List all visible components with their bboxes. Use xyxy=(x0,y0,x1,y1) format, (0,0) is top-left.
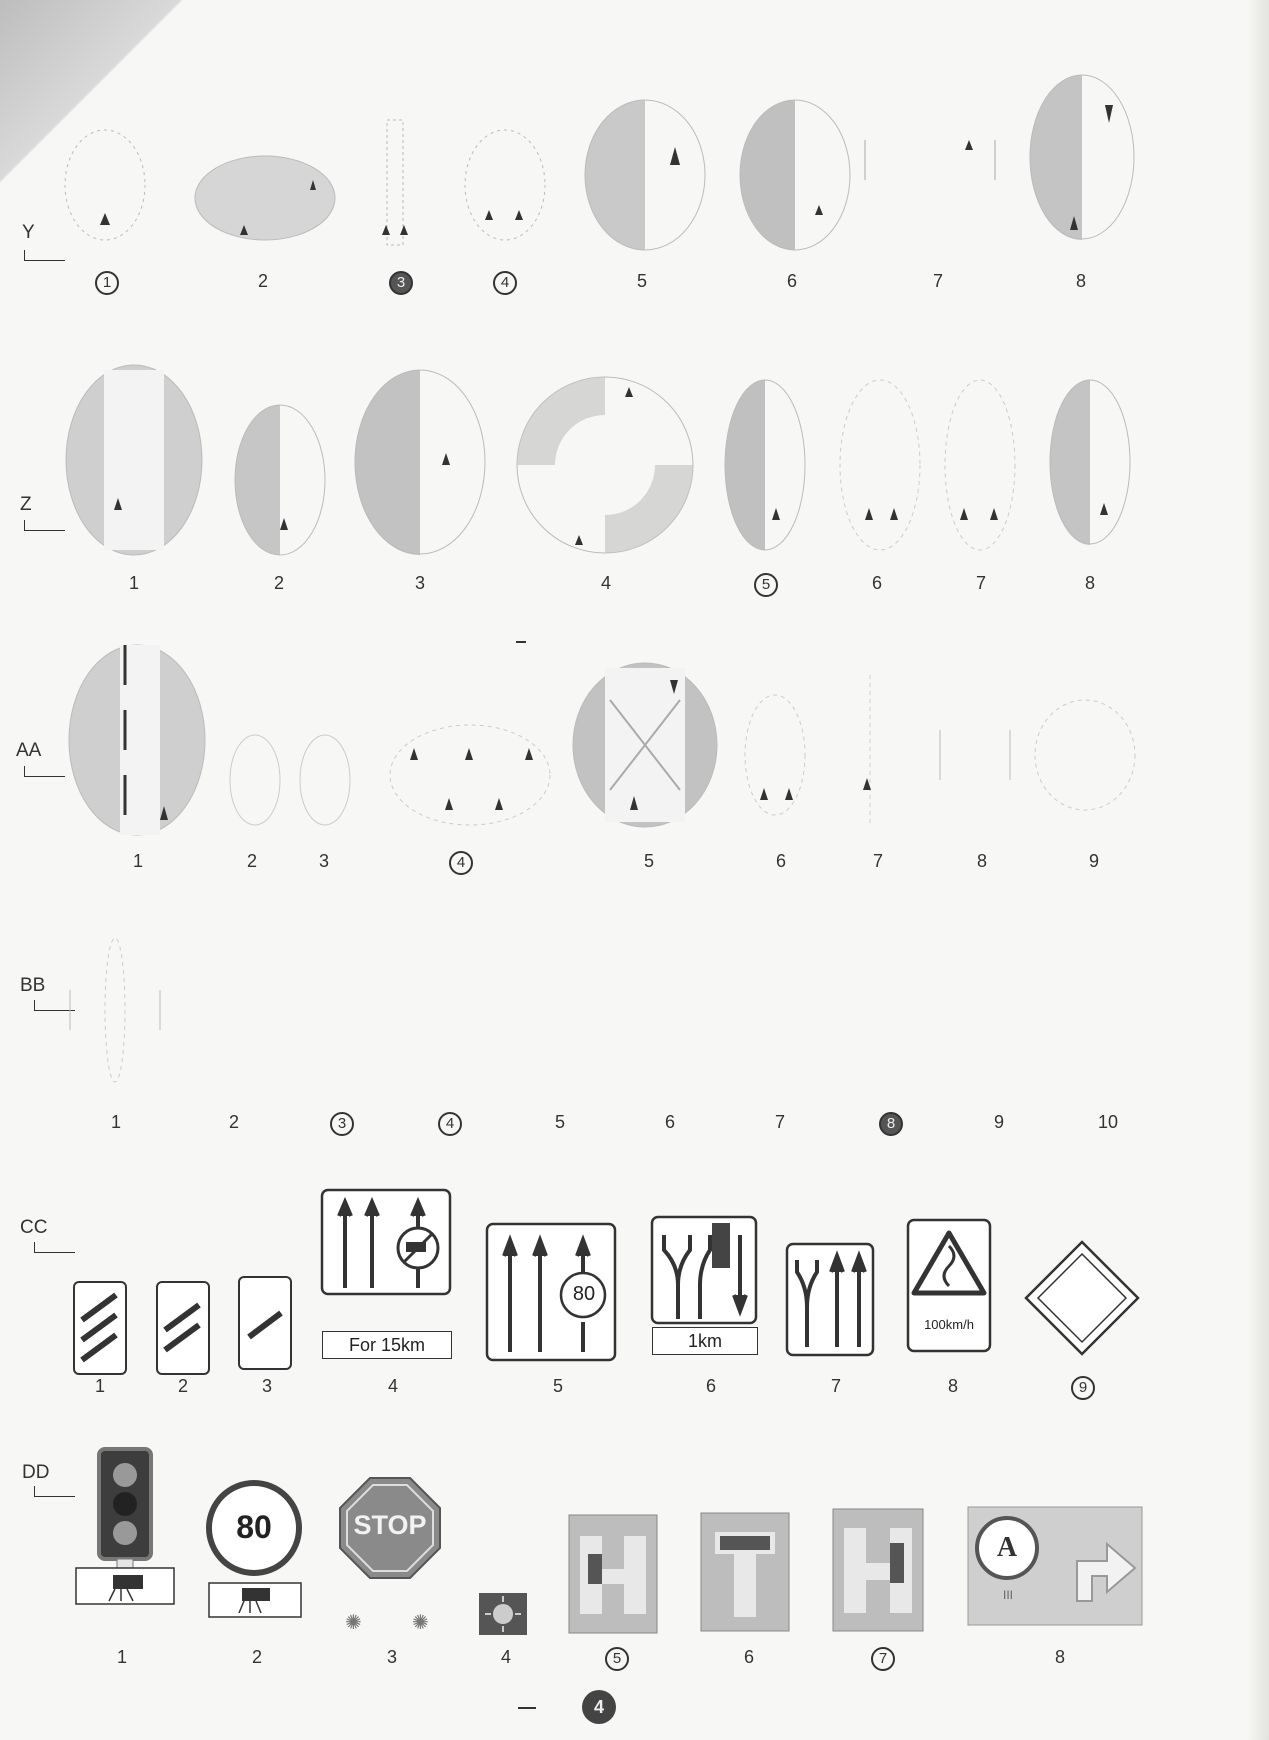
item-number: 6 xyxy=(743,1647,754,1667)
section-bracket xyxy=(34,1486,75,1497)
item-number: 3 xyxy=(389,271,413,295)
item-number: 5 xyxy=(636,271,647,291)
section-bracket xyxy=(24,766,65,777)
diagram-z8 xyxy=(1045,375,1135,550)
item-number: 3 xyxy=(386,1647,397,1667)
stray-mark xyxy=(516,641,526,643)
diagram-z5 xyxy=(720,375,810,555)
sign-dd2-speed-value: 80 xyxy=(236,1509,272,1545)
item-number: 4 xyxy=(449,851,473,875)
item-number: 6 xyxy=(871,573,882,593)
sign-dd8-motorway-direction xyxy=(967,1506,1143,1626)
item-number: 2 xyxy=(257,271,268,291)
section-bracket xyxy=(24,250,65,261)
item-number: 4 xyxy=(600,573,611,593)
diagram-aa7 xyxy=(835,670,905,830)
diagram-y2 xyxy=(190,150,340,245)
item-number: 8 xyxy=(1054,1647,1065,1667)
sign-dd3-stop-text: STOP xyxy=(353,1510,427,1540)
item-number: 8 xyxy=(879,1112,903,1136)
sign-dd7-h-junction xyxy=(832,1508,924,1632)
section-label-aa: AA xyxy=(16,740,42,761)
item-number: 3 xyxy=(261,1376,272,1396)
item-number: 1 xyxy=(116,1647,127,1667)
item-number: 6 xyxy=(705,1376,716,1396)
diagram-aa9 xyxy=(1025,690,1145,820)
item-number: 5 xyxy=(554,1112,565,1132)
sun-icon: ✺ xyxy=(412,1612,429,1634)
diagram-z1 xyxy=(62,360,207,560)
sign-dd6-t-junction xyxy=(700,1512,790,1632)
item-number: 7 xyxy=(871,1647,895,1671)
item-number: 8 xyxy=(1075,271,1086,291)
item-number: 7 xyxy=(830,1376,841,1396)
diagram-y6 xyxy=(735,95,855,255)
item-number: 4 xyxy=(493,271,517,295)
sign-cc8-winding-road xyxy=(906,1218,992,1353)
diagram-bb1 xyxy=(65,930,165,1090)
sign-dd4-flashing-light xyxy=(478,1592,528,1636)
section-bracket xyxy=(34,1242,75,1253)
sign-cc8-speed-text: 100km/h xyxy=(924,1317,974,1332)
item-number: 6 xyxy=(786,271,797,291)
page-number-dash xyxy=(518,1707,536,1709)
item-number: 4 xyxy=(500,1647,511,1667)
item-number: 7 xyxy=(932,271,943,291)
diagram-aa1 xyxy=(65,640,210,840)
diagram-y1 xyxy=(60,125,150,245)
sun-icon: ✺ xyxy=(345,1612,362,1634)
section-bracket xyxy=(24,520,65,531)
sign-dd2-camera-plate xyxy=(208,1582,302,1618)
section-label-cc: CC xyxy=(20,1217,48,1238)
item-number: 3 xyxy=(318,851,329,871)
sign-dd1-camera-plate xyxy=(75,1567,175,1605)
sign-cc6-lane-merge xyxy=(650,1215,758,1325)
diagram-y4 xyxy=(460,115,550,250)
sign-cc2-chevron-marker xyxy=(155,1280,211,1376)
item-number: 2 xyxy=(246,851,257,871)
sign-cc4-lane-truck-restriction xyxy=(320,1188,452,1296)
diagram-y7 xyxy=(855,130,1005,190)
diagram-y8 xyxy=(1025,70,1140,245)
sign-cc5-speed-value: 80 xyxy=(572,1283,596,1305)
sign-dd8-letter: A xyxy=(996,1532,1018,1563)
item-number: 1 xyxy=(132,851,143,871)
item-number: 9 xyxy=(993,1112,1004,1132)
item-number: 9 xyxy=(1071,1376,1095,1400)
section-label-z: Z xyxy=(20,494,32,515)
item-number: 3 xyxy=(414,573,425,593)
item-number: 5 xyxy=(754,573,778,597)
item-number: 1 xyxy=(128,573,139,593)
item-number: 2 xyxy=(177,1376,188,1396)
item-number: 2 xyxy=(251,1647,262,1667)
item-number: 9 xyxy=(1088,851,1099,871)
diagram-z3 xyxy=(350,365,490,560)
item-number: 2 xyxy=(273,573,284,593)
sign-cc4-plate: For 15km xyxy=(322,1331,452,1359)
item-number: 6 xyxy=(775,851,786,871)
sign-cc7-lane-merge xyxy=(785,1242,875,1357)
diagram-z6 xyxy=(835,375,925,555)
item-number: 5 xyxy=(643,851,654,871)
diagram-aa5 xyxy=(570,660,720,830)
item-number: 1 xyxy=(95,271,119,295)
item-number: 3 xyxy=(330,1112,354,1136)
item-number: 1 xyxy=(110,1112,121,1132)
sign-dd8-sub: III xyxy=(1002,1588,1013,1602)
item-number: 5 xyxy=(552,1376,563,1396)
section-label-bb: BB xyxy=(20,975,46,996)
page-number: 4 xyxy=(582,1690,616,1724)
item-number: 6 xyxy=(664,1112,675,1132)
sign-cc9-priority-road xyxy=(1022,1238,1142,1358)
diagram-aa3 xyxy=(295,730,355,830)
item-number: 5 xyxy=(605,1647,629,1671)
item-number: 2 xyxy=(228,1112,239,1132)
item-number: 1 xyxy=(94,1376,105,1396)
item-number: 7 xyxy=(975,573,986,593)
sign-cc1-chevron-marker xyxy=(72,1280,128,1376)
section-label-dd: DD xyxy=(22,1462,50,1483)
section-label-y: Y xyxy=(22,222,35,243)
item-number: 10 xyxy=(1097,1112,1119,1132)
sign-cc6-plate: 1km xyxy=(652,1327,758,1355)
item-number: 8 xyxy=(976,851,987,871)
diagram-aa6 xyxy=(740,690,810,820)
item-number: 4 xyxy=(387,1376,398,1396)
diagram-z2 xyxy=(230,400,330,560)
item-number: 7 xyxy=(774,1112,785,1132)
diagram-y3 xyxy=(370,115,420,250)
sign-cc3-chevron-marker xyxy=(237,1275,293,1371)
item-number: 4 xyxy=(438,1112,462,1136)
diagram-aa4 xyxy=(385,720,555,830)
diagram-z7 xyxy=(940,375,1020,555)
diagram-aa2 xyxy=(225,730,285,830)
diagram-y5 xyxy=(580,95,710,255)
item-number: 8 xyxy=(947,1376,958,1396)
item-number: 7 xyxy=(872,851,883,871)
diagram-aa8 xyxy=(930,690,1020,820)
page-edge-shadow xyxy=(1247,0,1269,1740)
sign-dd5-h-junction xyxy=(568,1514,658,1634)
item-number: 8 xyxy=(1084,573,1095,593)
diagram-z4 xyxy=(515,375,695,555)
